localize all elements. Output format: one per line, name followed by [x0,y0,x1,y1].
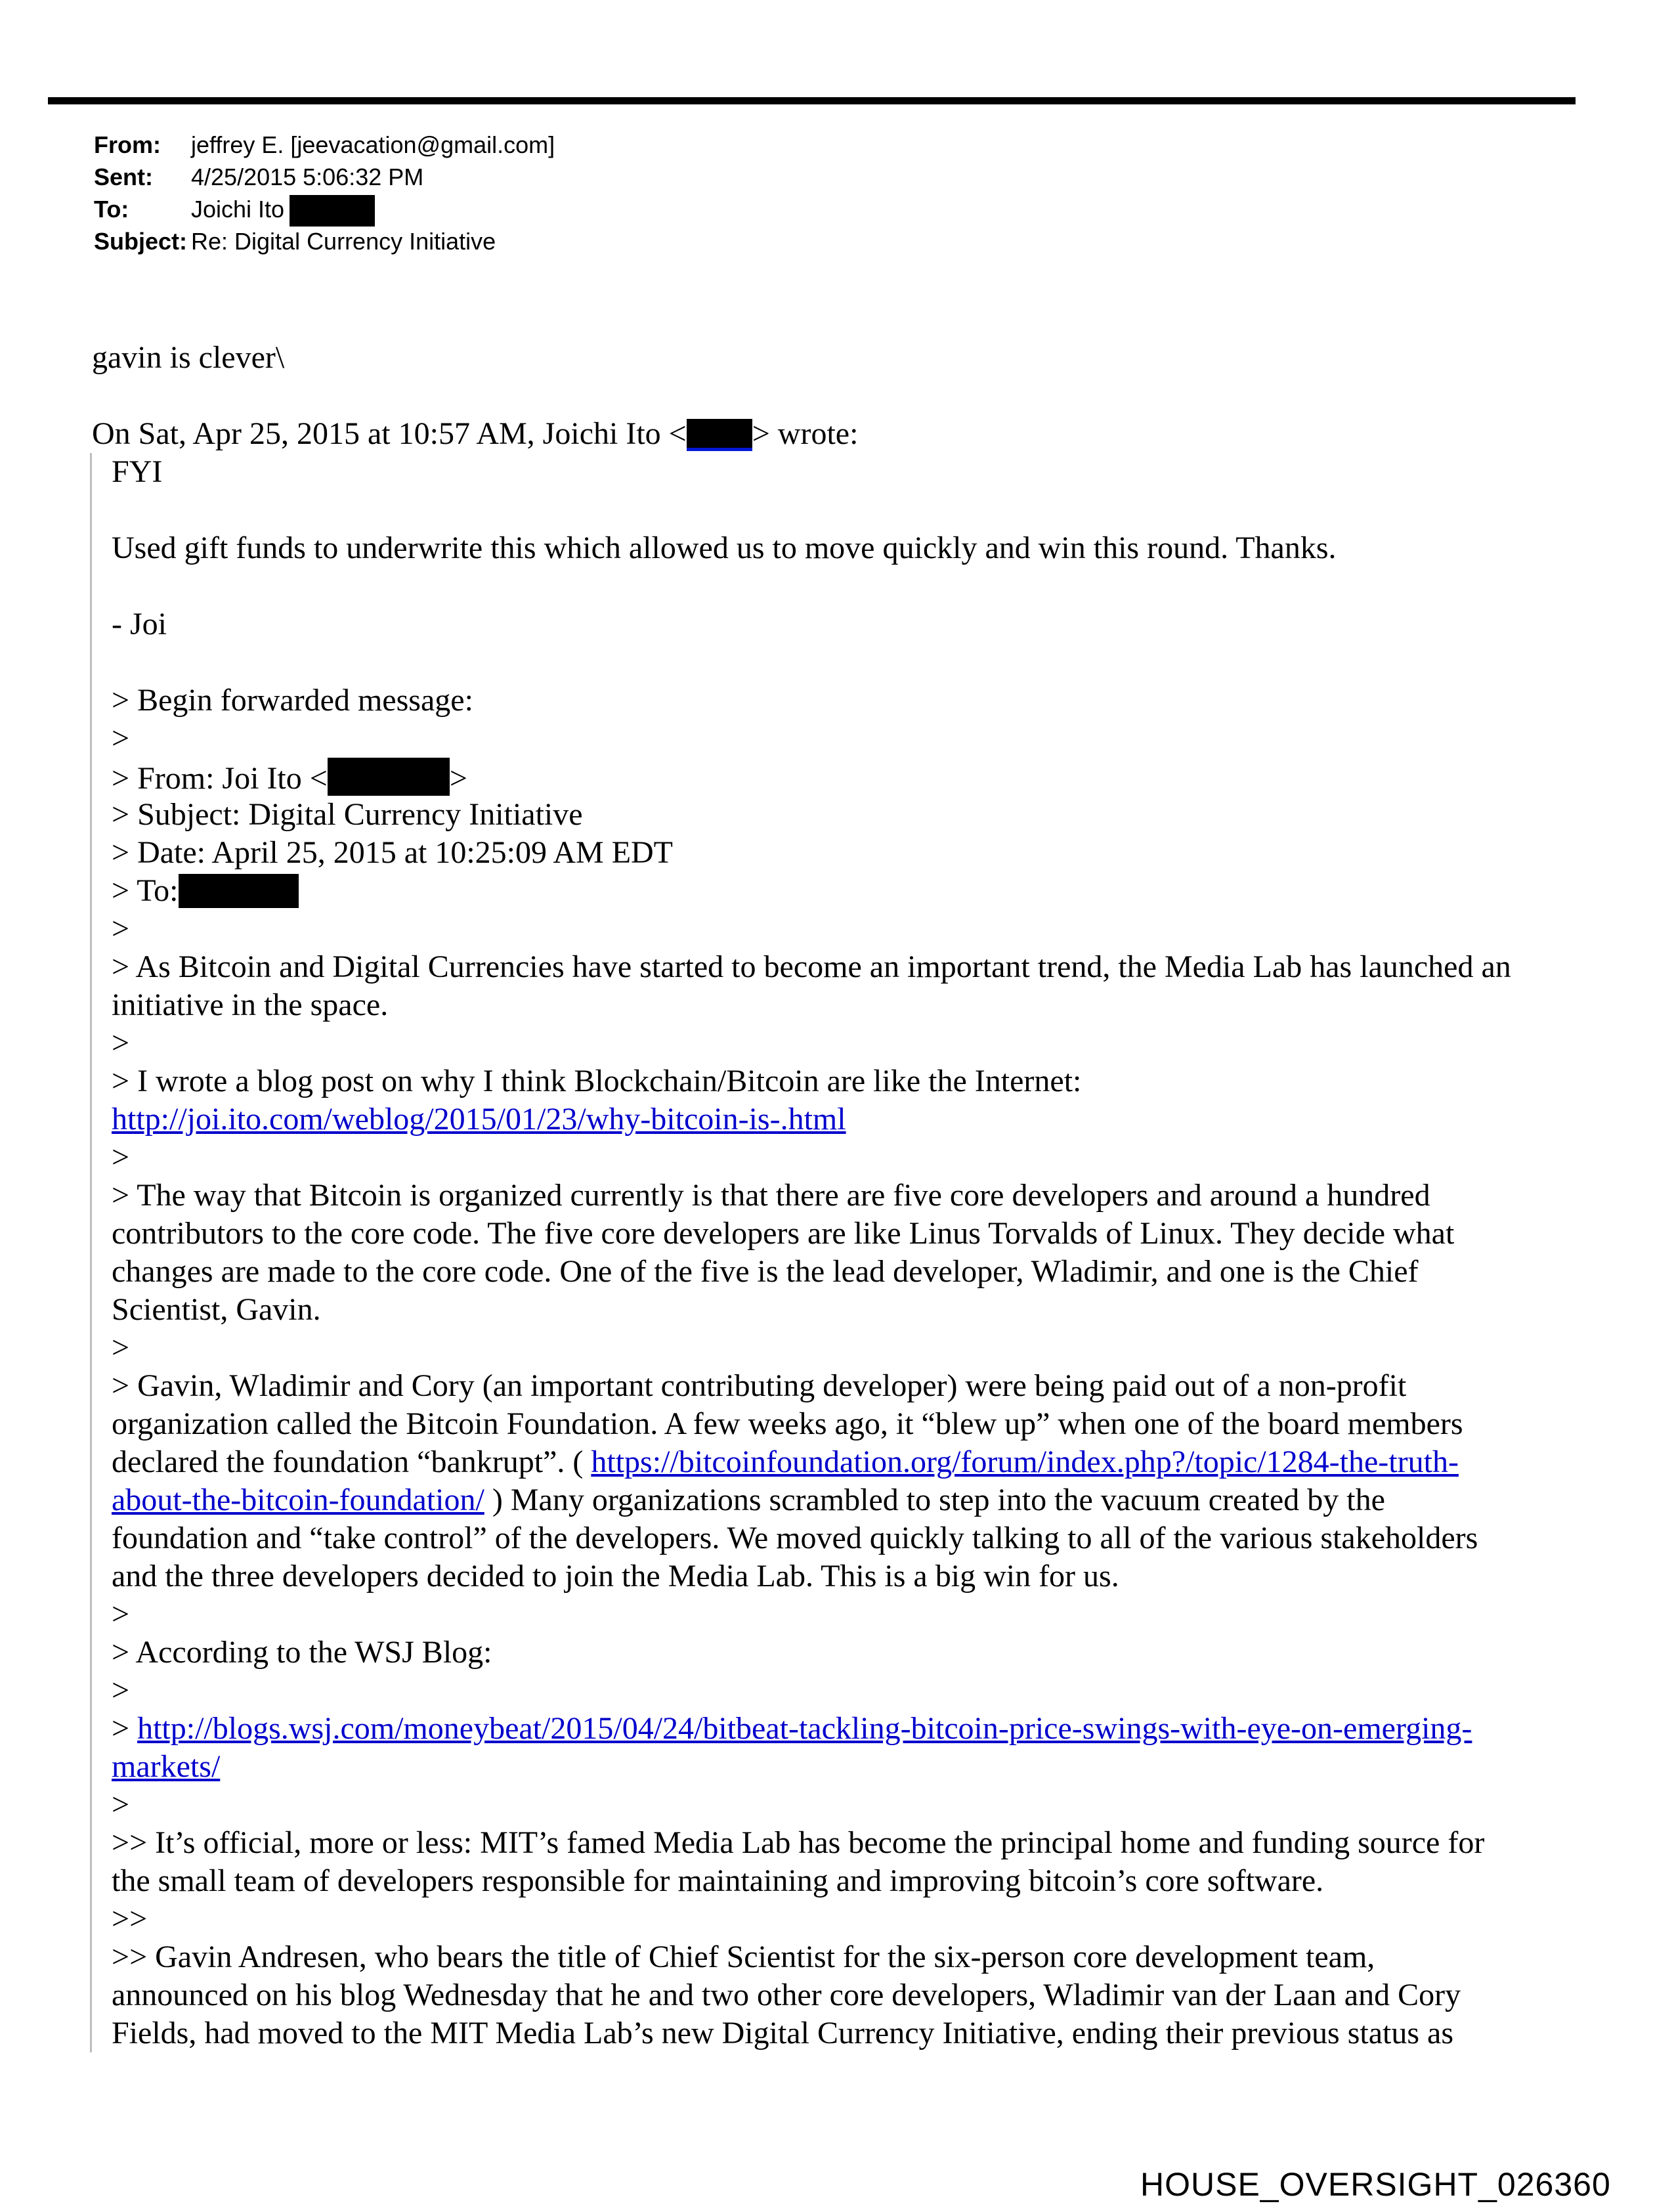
quoted-message [90,453,1621,2052]
quote-text: > [449,761,467,796]
quote-text: > According to the WSJ Blog: [112,1635,492,1670]
quote-text: > [112,1673,130,1708]
quote-text: > [112,1330,130,1365]
quote-text: > From: Joi Ito < [112,761,328,796]
quote-text: declared the foundation “bankrupt”. ( [112,1444,591,1479]
header-label-subject: Subject: [94,228,188,255]
quote-line [112,1139,1621,1177]
intro-line-wrote [92,415,858,453]
quote-line [112,758,1621,796]
redaction-box [290,195,375,227]
email-header [94,129,555,257]
quote-text: > Gavin, Wladimir and Cory (an important contributing developer) were being paid out of a non-profit [112,1368,1407,1403]
quote-line [112,2014,1621,2052]
blank-line [92,377,858,415]
header-row-to [94,193,555,225]
header-value-subject: Re: Digital Currency Initiative [191,228,496,255]
quote-line [112,453,1621,491]
quote-text: announced on his blog Wednesday that he and two other core developers, Wladimir van der Laan and Cory [112,1978,1461,2012]
quote-line [112,1595,1621,1634]
quote-line [112,910,1621,948]
quote-text: > [112,1140,130,1175]
quote-line [112,1748,1621,1786]
redaction-box [179,874,299,908]
hyperlink[interactable]: https://bitcoinfoundation.org/forum/index.php?/topic/1284-the-truth- [591,1444,1459,1479]
quote-text: > [112,1711,138,1746]
header-value-from: jeffrey E. [jeevacation@gmail.com] [191,131,555,158]
quote-line [112,1405,1621,1443]
quote-text: initiative in the space. [112,987,389,1022]
hyperlink[interactable]: markets/ [112,1749,221,1784]
quote-line [112,720,1621,758]
header-label-sent: Sent: [94,163,153,190]
quote-line [112,682,1621,720]
quote-line [112,796,1621,834]
quote-text: > I wrote a blog post on why I think Blockchain/Bitcoin are like the Internet: [112,1064,1082,1098]
quote-line [112,567,1621,605]
quote-line [112,1443,1621,1481]
hyperlink[interactable]: about-the-bitcoin-foundation/ [112,1483,484,1517]
quote-line [112,529,1621,567]
header-row-sent [94,161,555,193]
quote-line [112,1177,1621,1215]
redaction-box [687,419,752,451]
quote-text: > Begin forwarded message: [112,683,473,718]
quote-text: - Joi [112,607,167,641]
quote-line [112,1862,1621,1900]
quote-text: >> [112,1901,148,1936]
top-rule [48,97,1576,104]
header-row-subject [94,225,555,257]
quote-text: > As Bitcoin and Digital Currencies have started to become an important trend, the Media Lab has launched an [112,949,1511,984]
quote-line [112,1024,1621,1062]
quote-lines [112,453,1621,2052]
quote-line [112,1519,1621,1557]
quote-text: >> Gavin Andresen, who bears the title of Chief Scientist for the six-person core development team, [112,1940,1375,1974]
quote-text: >> It’s official, more or less: MIT’s famed Media Lab has become the principal home and funding source for [112,1825,1485,1860]
intro-wrote-pre: On Sat, Apr 25, 2015 at 10:57 AM, Joichi Ito < [92,416,687,451]
header-value-sent: 4/25/2015 5:06:32 PM [191,163,424,190]
quote-line [112,1215,1621,1253]
quote-text: > [112,721,130,756]
quote-line [112,1557,1621,1595]
intro-line-1 [92,339,858,377]
quote-text: > Date: April 25, 2015 at 10:25:09 AM EDT [112,835,673,870]
quote-text: foundation and “take control” of the developers. We moved quickly talking to all of the various stakeholders [112,1521,1478,1555]
quote-text: changes are made to the core code. One of the five is the lead developer, Wladimir, and one is the Chief [112,1254,1419,1289]
intro-text: gavin is clever\ [92,340,285,375]
quote-text: > The way that Bitcoin is organized currently is that there are five core developers and around a hundred [112,1178,1430,1213]
quote-line [112,1938,1621,1976]
quote-line [112,1672,1621,1710]
quote-text: Scientist, Gavin. [112,1292,321,1327]
quote-line [112,1291,1621,1329]
quote-line [112,491,1621,529]
quote-text: FYI [112,454,163,489]
header-row-from [94,129,555,161]
quote-line [112,1634,1621,1672]
bates-number: HOUSE_OVERSIGHT_026360 [1140,2166,1611,2203]
redaction-box [328,758,450,796]
quote-line [112,1786,1621,1824]
intro-wrote-post: > wrote: [752,416,859,451]
quote-text: > [112,911,130,946]
quote-text: > [112,1787,130,1822]
quote-text: the small team of developers responsible for maintaining and improving bitcoin’s core software. [112,1863,1324,1898]
quote-line [112,643,1621,682]
quote-line [112,605,1621,643]
quote-text: > [112,1597,130,1632]
quote-line [112,986,1621,1024]
quote-line [112,872,1621,910]
quote-line [112,1367,1621,1405]
quote-line [112,1062,1621,1100]
quote-line [112,1481,1621,1519]
quote-line [112,1710,1621,1748]
header-label-to: To: [94,196,129,223]
quote-text: and the three developers decided to join the Media Lab. This is a big win for us. [112,1559,1119,1594]
hyperlink[interactable]: http://joi.ito.com/weblog/2015/01/23/why-bitcoin-is-.html [112,1102,846,1137]
header-label-from: From: [94,131,161,158]
quote-text: ) Many organizations scrambled to step into the vacuum created by the [484,1483,1385,1517]
quote-text: > To: [112,873,179,908]
quote-line [112,1329,1621,1367]
quote-text: > [112,1026,130,1060]
quote-line [112,1976,1621,2014]
quote-text: organization called the Bitcoin Foundation. A few weeks ago, it “blew up” when one of the board members [112,1406,1463,1441]
quote-line [112,1824,1621,1862]
header-value-to: Joichi Ito [191,196,285,223]
quote-text: > Subject: Digital Currency Initiative [112,797,583,832]
quote-text: Fields, had moved to the MIT Media Lab’s new Digital Currency Initiative, ending their previous status as [112,2016,1454,2050]
quote-text: Used gift funds to underwrite this which allowed us to move quickly and win this round. Thanks. [112,531,1337,565]
quote-line [112,948,1621,986]
quote-line [112,1900,1621,1938]
quote-line [112,1100,1621,1139]
hyperlink[interactable]: http://blogs.wsj.com/moneybeat/2015/04/24/bitbeat-tackling-bitcoin-price-swings-with-eye-on-emerging- [137,1711,1472,1746]
quote-text: contributors to the core code. The five core developers are like Linus Torvalds of Linux. They decide what [112,1216,1455,1251]
quote-line [112,834,1621,872]
quote-line [112,1253,1621,1291]
message-intro [92,339,858,453]
